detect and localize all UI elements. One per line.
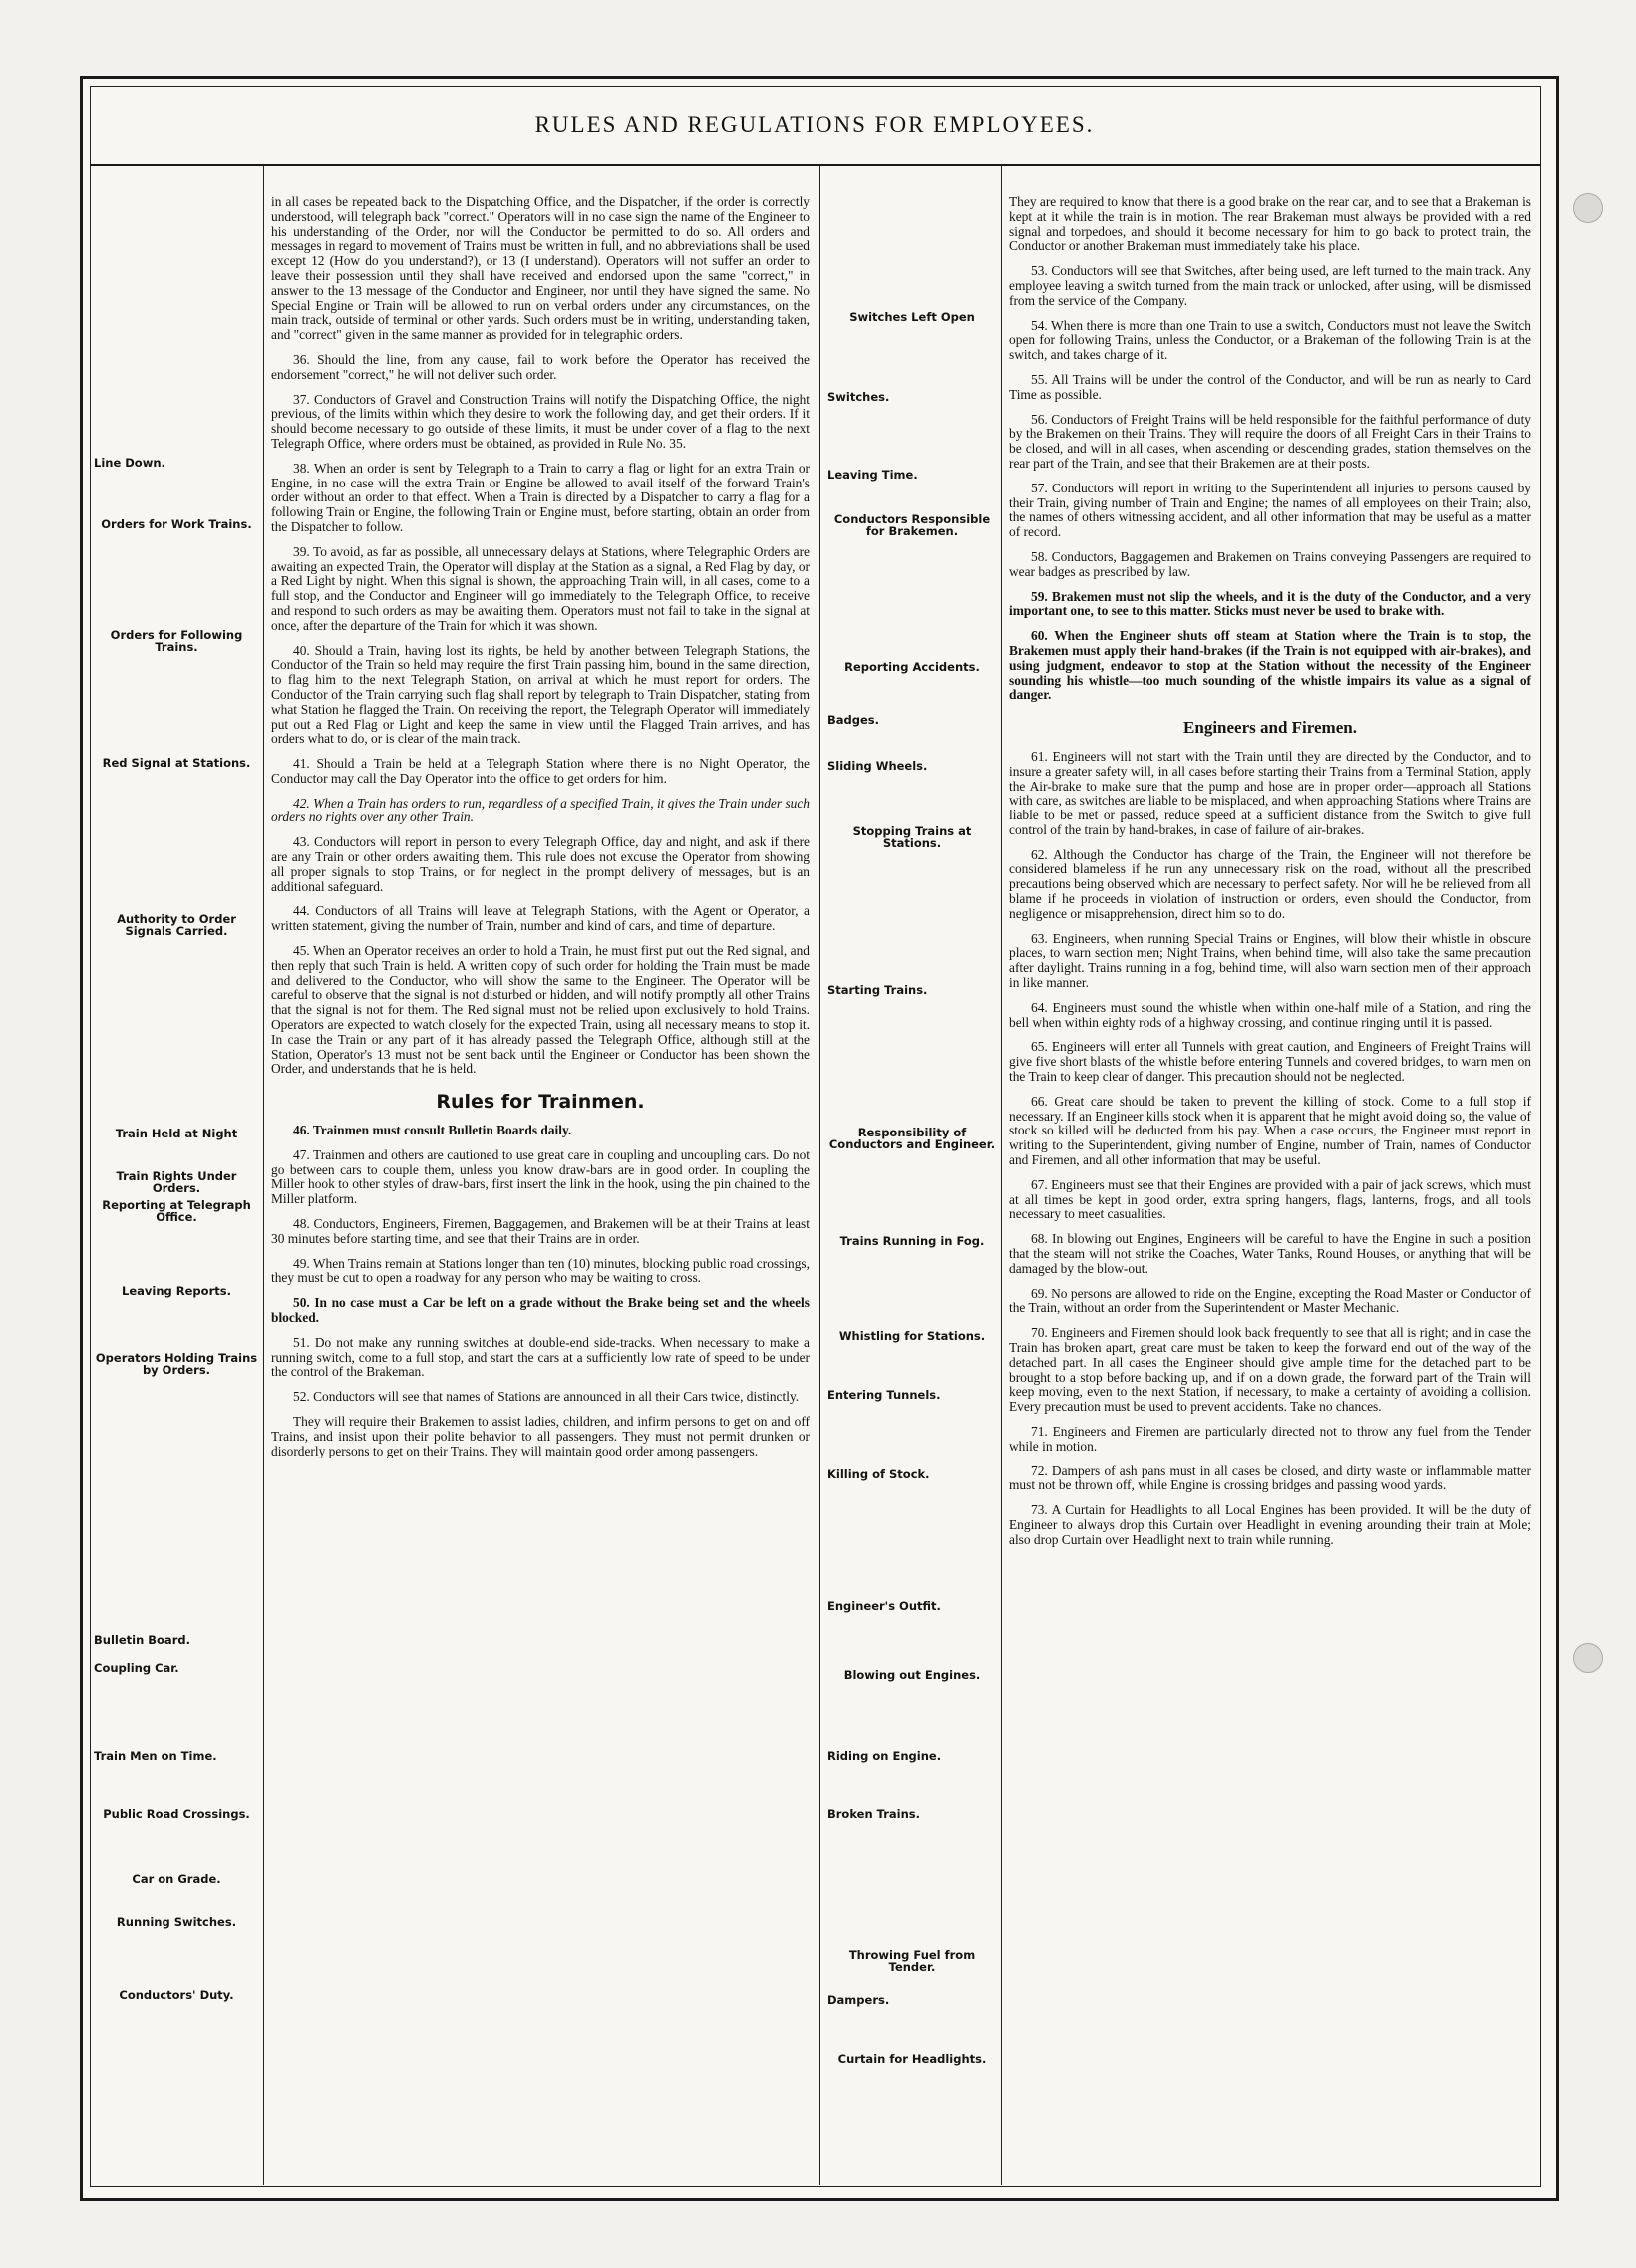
sidenote-conductors-duty: Conductors' Duty. xyxy=(119,1988,234,2002)
sidenote-running-switches: Running Switches. xyxy=(116,1915,237,1929)
sidenote-badges: Badges. xyxy=(827,713,880,727)
rule-72: 72. Dampers of ash pans must in all cases be closed, and dirty waste or inflammable matter must not be thrown off, while Engine is crossing bridges and passing wood yards. xyxy=(1009,1462,1531,1493)
heading-rules-for-trainmen: Rules for Trainmen. xyxy=(436,1091,645,1114)
sidenote-starting-trains: Starting Trains. xyxy=(827,983,928,997)
rule-40: 40. Should a Train, having lost its rights, be held by another between Telegraph Stations, the Conductor of the Train so held may require the first Train passing him, bound in the same direction, to flag him to the next Telegraph Station, on arrival at which he must report for orders. The Conductor of the Train carrying such flag shall report by telegraph to Train Dispatcher, stating from what Station he flagged the Train. On receiving the report, the Telegraph Operator will immediately put out a Red Flag or Light and keep the same in view until the Flagged Train arrives, and has orders what to do, or is clear of the main track. xyxy=(271,642,810,747)
sidenote-conductors-responsible: Conductors Responsible for Brakemen. xyxy=(833,512,991,538)
rule-56: 56. Conductors of Freight Trains will be held responsible for the faithful performance of duty by the Brakemen on their Trains. They will require the doors of all Freight Cars in their Trains to be closed, and will in all cases, when ascending or descending grades, station themselves on the rear part of the Train, and see that their Brakemen are at their posts. xyxy=(1009,411,1531,471)
rule-41: 41. Should a Train be held at a Telegraph Station where there is no Night Operator, the Conductor may call the Day Operator into the office to get orders for him. xyxy=(271,756,810,786)
rule-67: 67. Engineers must see that their Engines are provided with a pair of jack screws, which must at all times be kept in good order, extra spring hangers, flags, lanterns, frogs, and all tools necessary to meet casualities. xyxy=(1009,1176,1531,1222)
right-margin-rule xyxy=(1001,166,1002,2185)
sidenote-trains-fog: Trains Running in Fog. xyxy=(839,1234,985,1248)
sidenote-riding-engine: Riding on Engine. xyxy=(827,1749,942,1763)
rule-69: 69. No persons are allowed to ride on the Engine, excepting the Road Master or Conductor of the Train, without an order from the Superintendent or Master Mechanic. xyxy=(1009,1285,1531,1316)
rule-54: 54. When there is more than one Train to use a switch, Conductors must not leave the Switch open for following Trains, unless the Conductor, or a Brakeman of the following Train is at the switch, and takes charge of it. xyxy=(1009,317,1531,363)
rule-58: 58. Conductors, Baggagemen and Brakemen on Trains conveying Passengers are required to wear badges as prescribed by law. xyxy=(1009,548,1531,579)
sidenote-curtain-headlights: Curtain for Headlights. xyxy=(837,2052,987,2066)
rule-46: 46. Trainmen must consult Bulletin Boards daily. xyxy=(293,1123,572,1138)
center-column-rule xyxy=(818,166,820,2185)
rule-52-continued: They will require their Brakemen to assist ladies, children, and infirm persons to get on and off Trains, and insist upon their polite behavior to all passengers. They must not permit drunken or disorderly persons to get on their Trains. They will maintain good order among passengers. xyxy=(271,1413,810,1458)
rule-73: 73. A Curtain for Headlights to all Local Engines has been provided. It will be the duty of Engineer to always drop this Curtain over Headlight in evening arounding their train at Mole; also drop Curtain over Headlight next to train while running. xyxy=(1009,1502,1531,1547)
rule-64: 64. Engineers must sound the whistle when within one-half mile of a Station, and ring the bell when within eighty rods of a highway crossing, and continue ringing until it is passed. xyxy=(1009,999,1531,1030)
page-title: RULES AND REGULATIONS FOR EMPLOYEES. xyxy=(534,112,1095,137)
rule-55: 55. All Trains will be under the control of the Conductor, and will be run as nearly to Card Time as possible. xyxy=(1009,371,1531,402)
rule-65: 65. Engineers will enter all Tunnels with great caution, and Engineers of Freight Trains will give five short blasts of the whistle before entering Tunnels and covered bridges, to warn men on the Train to keep clear of danger. This precaution should not be neglected. xyxy=(1009,1039,1531,1085)
sidenote-line-down: Line Down. xyxy=(94,456,165,470)
sidenote-operators-holding: Operators Holding Trains by Orders. xyxy=(95,1351,258,1377)
sidenote-car-on-grade: Car on Grade. xyxy=(132,1872,221,1886)
sidenote-whistling-stations: Whistling for Stations. xyxy=(838,1329,986,1343)
sidenote-engineers-outfit: Engineer's Outfit. xyxy=(827,1599,941,1613)
sidenote-public-road: Public Road Crossings. xyxy=(103,1807,250,1821)
rule-47: 47. Trainmen and others are cautioned to use great care in coupling and uncoupling cars. Do not go between cars to couple them, unless you know draw-bars are in good order. In coupling the Miller hook to other styles of draw-bars, first insert the link in the hook, using the pin chained to the Miller platform. xyxy=(271,1146,810,1207)
rule-36: 36. Should the line, from any cause, fail to work before the Operator has received the endorsement "correct," he will not deliver such order. xyxy=(271,351,810,382)
rule-70: 70. Engineers and Firemen should look back frequently to see that all is right; and in case the Train has broken apart, great care must be taken to keep the forward end out of the way of the detached part. In all cases the Engineer should give ample time for the detached part to be brought to a stop before backing up, and if on a down grade, the forward part of the Train will keep moving, even to the next Station, if necessary, to make a certainty of avoiding a collision. Every precaution must be used to prevent accidents. Take no chances. xyxy=(1009,1325,1531,1415)
rule-62: 62. Although the Conductor has charge of the Train, the Engineer will not therefore be considered blameless if he run any unnecessary risk on the road, without all the prescribed precautions being observed which are necessary to perfect safety. Nor will he be relieved from all blame if he proceeds in violation of instruction or orders, even should the Conductor, from negligence or misapprehension, direct him so to do. xyxy=(1009,846,1531,921)
sidenote-reporting-accidents: Reporting Accidents. xyxy=(844,660,980,674)
sidenote-leaving-reports: Leaving Reports. xyxy=(122,1284,231,1298)
rule-71: 71. Engineers and Firemen are particularly directed not to throw any fuel from the Tender while in motion. xyxy=(1009,1423,1531,1454)
sidenote-throwing-fuel: Throwing Fuel from Tender. xyxy=(848,1948,976,1974)
rule-37: 37. Conductors of Gravel and Construction Trains will notify the Dispatching Office, the night previous, of the limits within which they desire to work the following day, and get their orders. If it should become necessary to go outside of these limits, it must be under cover of a flag to the next Telegraph Office, where orders must be obtained, as provided in Rule No. 35. xyxy=(271,391,810,451)
sidenote-train-men-time: Train Men on Time. xyxy=(94,1749,217,1763)
sidenote-sliding-wheels: Sliding Wheels. xyxy=(827,759,928,773)
rule-45: 45. When an Operator receives an order to hold a Train, he must first put out the Red signal, and then reply that such Train is held. A written copy of such order for holding the Train must be made and delivered to the Conductor, who will show the same to the Engineer. The Operator will be careful to observe that the signal is not disturbed or hidden, and will notify promptly all other Trains that the signal is not for them. The Red signal must not be relied upon exclusively to hold Trains. Operators are expected to watch closely for the expected Train, using all necessary means to stop it. In case the Train or any part of it has already passed the Telegraph Office, although still at the Station, Operator's 13 must not be sent back until the Engineer or Conductor has been shown the Order, and understands that he is held. xyxy=(271,943,810,1077)
sidenote-red-signal: Red Signal at Stations. xyxy=(102,756,251,770)
rule-61: 61. Engineers will not start with the Train until they are directed by the Conductor, and to insure a greater safety will, in all cases before starting their Trains from a Terminal Station, apply the Air-brake to make sure that the pump and hose are in proper order—approach all Stations with care, as switches are liable to be misplaced, and when approaching Stations where Trains are liable to be met or passed, reduce speed at a sufficient distance from the Switch to give full control of the train by hand-brakes, in case of failure of air-brakes. xyxy=(1009,748,1531,837)
rule-63: 63. Engineers, when running Special Trains or Engines, will blow their whistle in obscure places, to warn section men; Night Trains, when behind time, will also take the same precaution after daylight. Trains running in a fog, behind time, will also warn section men of their approach in like manner. xyxy=(1009,930,1531,991)
rule-57: 57. Conductors will report in writing to the Superintendent all injuries to persons caused by their Train, giving number of Train and Engine; the names of all employees on their Train; also, the names of others witnessing accident, and all other information that may be useful as a matter of record. xyxy=(1009,480,1531,540)
left-text-column xyxy=(271,195,810,1468)
rule-35-continued: in all cases be repeated back to the Dispatching Office, and the Dispatcher, if the order is correctly understood, will telegraph back "correct." Operators will in no case sign the name of the Engineer to his understanding of the Order, nor will the Conductor be permitted to do so. All orders and messages in regard to movement of Trains must be written in full, and no abbreviations shall be used except 12 (How do you understand?), or 13 (I understand). Operators will not suffer an order to leave their possession until they shall have received and endorsed upon the same "correct," in answer to the 13 message of the Conductor and Engineer, nor until they have signed the same. No Special Engine or Train will be allowed to run on verbal orders under any circumstances, on the main track, outside of terminal or other yards. Such orders must be in writing, understanding taken, and "correct" given in the same manner as provided for in telegraphic orders. xyxy=(271,194,810,343)
rule-66: 66. Great care should be taken to prevent the killing of stock. Come to a full stop if necessary. If an Engineer kills stock when it is apparent that he might avoid doing so, the value of stock so killed will be deducted from his pay. When a case occurs, the Engineer must report in writing to the Superintendent, giving number of Engine, number of Train, names of Conductor and Firemen, and all other information that may be useful. xyxy=(1009,1093,1531,1168)
sidenote-bulletin-board: Bulletin Board. xyxy=(94,1633,190,1647)
sidenote-authority-signals: Authority to Order Signals Carried. xyxy=(117,912,236,938)
rule-43: 43. Conductors will report in person to every Telegraph Office, day and night, and ask if there are any Train or other orders awaiting them. This rule does not excuse the Operator from showing all proper signals to stop Trains, or for neglect in the prompt delivery of messages, but is an additional safeguard. xyxy=(271,834,810,894)
rule-60: 60. When the Engineer shuts off steam at Station where the Train is to stop, the Brakemen must apply their hand-brakes (if the Train is not equipped with air-brakes), and using judgment, endeavor to stop at the Station without the necessity of the Engineer sounding his whistle—too much sounding of the whistle impairs its value as a signal of danger. xyxy=(1009,628,1531,703)
sidenote-broken-trains: Broken Trains. xyxy=(827,1807,921,1821)
sidenote-reporting-telegraph: Reporting at Telegraph Office. xyxy=(102,1198,251,1224)
sidenote-killing-stock: Killing of Stock. xyxy=(827,1467,930,1481)
binder-hole-bottom xyxy=(1573,1643,1603,1673)
rule-44: 44. Conductors of all Trains will leave at Telegraph Stations, with the Agent or Operator, a written statement, giving the number of Train, number and kind of cars, and time of departure. xyxy=(271,903,810,934)
sidenote-coupling-car: Coupling Car. xyxy=(94,1661,179,1675)
title-rule xyxy=(90,164,1541,166)
rule-52-brake-continued: They are required to know that there is a good brake on the rear car, and to see that a Brakeman is kept at it while the train is in motion. The rear Brakeman must always be provided with a red signal and torpedoes, and should it become necessary for him to go back to protect train, the Conductor or another Brakeman must immediately take his place. xyxy=(1009,194,1531,254)
left-margin-rule xyxy=(263,166,264,2185)
sidenote-train-rights: Train Rights Under Orders. xyxy=(116,1169,237,1195)
binder-hole-top xyxy=(1573,193,1603,223)
rule-59: 59. Brakemen must not slip the wheels, and it is the duty of the Conductor, and a very important one, to see to this matter. Sticks must never be used to brake with. xyxy=(1009,588,1531,619)
rule-52: 52. Conductors will see that names of Stations are announced in all their Cars twice, distinctly. xyxy=(293,1389,800,1405)
right-text-column xyxy=(1009,195,1531,1558)
rule-48: 48. Conductors, Engineers, Firemen, Baggagemen, and Brakemen will be at their Trains at least 30 minutes before starting time, and see that their Trains are in order. xyxy=(271,1216,810,1246)
sidenote-leaving-time: Leaving Time. xyxy=(827,468,918,482)
sidenote-switches-left-open: Switches Left Open xyxy=(849,310,975,324)
rule-53: 53. Conductors will see that Switches, after being used, are left turned to the main track. Any employee leaving a switch turned from the main track or unlocked, after using, will be dismissed from the service of the Company. xyxy=(1009,263,1531,308)
rule-49: 49. When Trains remain at Stations longer than ten (10) minutes, blocking public road crossings, they must be cut to open a roadway for any person who may be waiting to cross. xyxy=(271,1255,810,1286)
sidenote-orders-following-trains: Orders for Following Trains. xyxy=(110,628,243,654)
rule-39: 39. To avoid, as far as possible, all unnecessary delays at Stations, where Telegraphic Orders are awaiting an expected Train, the Operator will display at the Station as a signal, a Red Flag by day, or a Red Light by night. When this signal is shown, the approaching Train will, in all cases, come to a full stop, and the Conductor and Engineer will go immediately to the Telegraph Office, to receive and respond to such orders as may be awaiting them. Operators must not fail to take in the signal at once, after the departure of the Train for which it was shown. xyxy=(271,543,810,633)
sidenote-responsibility: Responsibility of Conductors and Engineer. xyxy=(828,1126,996,1151)
sidenote-dampers: Dampers. xyxy=(827,1993,890,2007)
sidenote-switches: Switches. xyxy=(827,390,890,404)
sidenote-entering-tunnels: Entering Tunnels. xyxy=(827,1388,941,1402)
rule-68: 68. In blowing out Engines, Engineers will be careful to have the Engine in such a position that the steam will not strike the Coaches, Water Tanks, Round Houses, or anything that will be damaged by the blow-out. xyxy=(1009,1231,1531,1276)
sidenote-stopping-trains: Stopping Trains at Stations. xyxy=(852,824,972,850)
sidenote-orders-work-trains: Orders for Work Trains. xyxy=(101,517,252,531)
rule-51: 51. Do not make any running switches at double-end side-tracks. When necessary to make a running switch, come to a full stop, and start the cars at a sufficiently low rate of speed to be under the control of the Brakeman. xyxy=(271,1334,810,1380)
rule-38: 38. When an order is sent by Telegraph to a Train to carry a flag or light for an extra Train or Engine, in no case will the extra Train or Engine be allowed to avail itself of the forward Train's order without an order to that effect. When a Train is directed by a Dispatcher to carry a flag for a following Train or Engine, the following Train or Engine must, before starting, obtain an order from the Dispatcher to follow. xyxy=(271,460,810,534)
sidenote-blowing-engines: Blowing out Engines. xyxy=(843,1668,981,1682)
rule-42: 42. When a Train has orders to run, regardless of a specified Train, it gives the Train under such orders no rights over any other Train. xyxy=(271,795,810,825)
heading-engineers-firemen: Engineers and Firemen. xyxy=(1183,718,1357,738)
rule-50: 50. In no case must a Car be left on a grade without the Brake being set and the wheels blocked. xyxy=(271,1295,810,1325)
sidenote-train-held-night: Train Held at Night xyxy=(115,1127,238,1140)
